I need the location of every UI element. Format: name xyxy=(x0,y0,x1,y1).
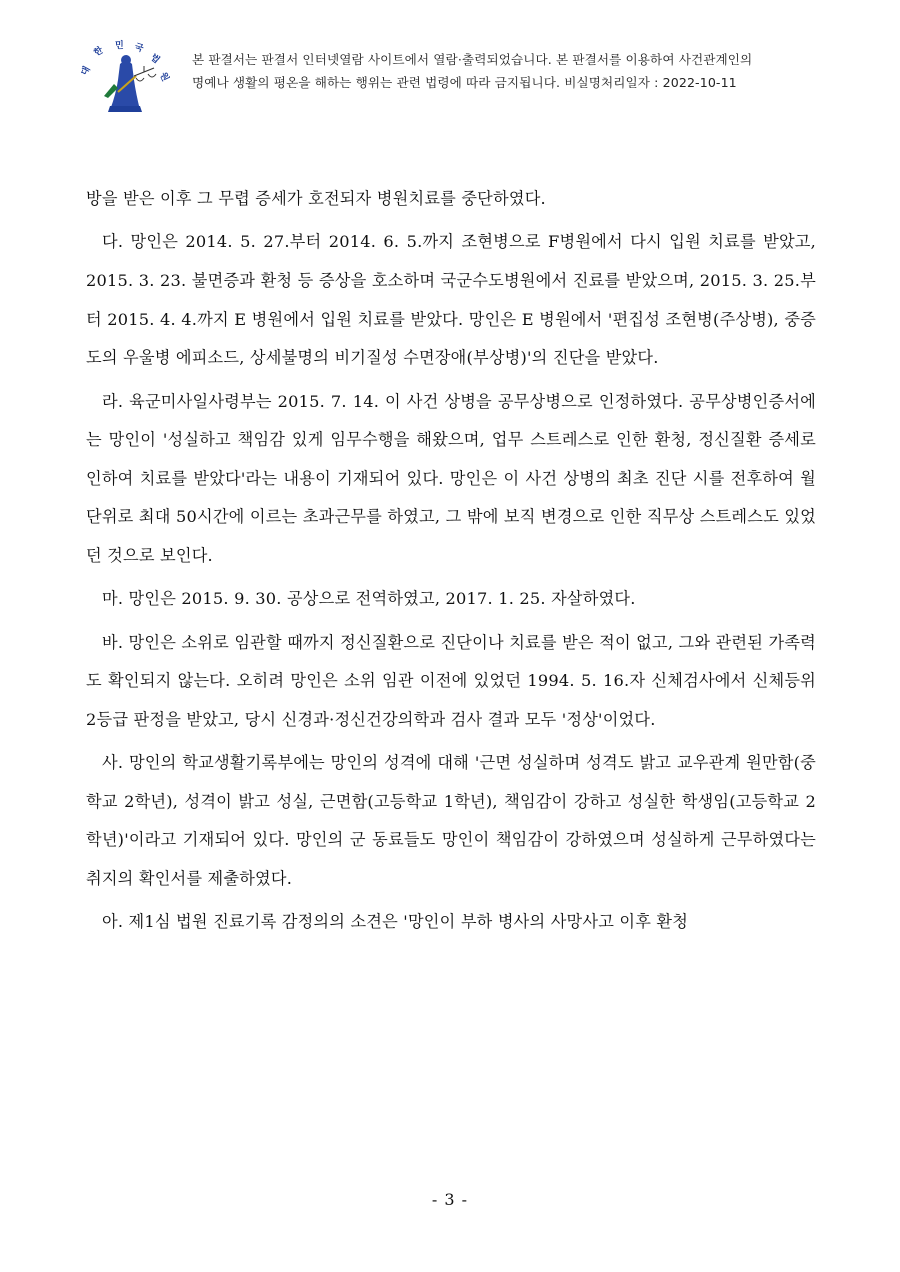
page-number: - 3 - xyxy=(431,1190,469,1209)
paragraph-continuation: 방을 받은 이후 그 무렵 증세가 호전되자 병원치료를 중단하였다. xyxy=(86,189,546,208)
svg-text:한: 한 xyxy=(92,45,106,59)
svg-text:대: 대 xyxy=(79,65,93,78)
paragraph-a: 아. 제1심 법원 진료기록 감정의의 소견은 '망인이 부하 병사의 사망사고 이후 환청 xyxy=(102,912,689,932)
paragraph-ba: 바. 망인은 소위로 임관할 때까지 정신질환으로 진단이나 치료를 받은 적이 없고, 그와 관련된 가족력도 확인되지 않는다. 오히려 망인은 소위 임관 이전에 있었던 1994. 5. 16.자 신체검사에서 신체등위 2등급 판정을 받았고, 당시 신경과·정신건강의학과 검사 결과 모두 '정상'이었다. xyxy=(86,632,816,729)
document-body xyxy=(86,180,816,947)
svg-text:원: 원 xyxy=(157,71,171,84)
document-header xyxy=(74,36,874,116)
svg-text:민: 민 xyxy=(115,41,124,51)
court-seal-logo xyxy=(74,36,184,114)
paragraph-da: 다. 망인은 2014. 5. 27.부터 2014. 6. 5.까지 조현병으로 F병원에서 다시 입원 치료를 받았고, 2015. 3. 23. 불면증과 환청 등 증상을 호소하며 국군수도병원에서 진료를 받았으며, 2015. 3. 25.부터 2015. 4. 4.까지 E 병원에서 입원 치료를 받았다. 망인은 E 병원에서 '편집성 조현병(주상병), 중증도의 우울병 에피소드, 상세불명의 비기질성 수면장애(부상병)'의 진단을 받았다. xyxy=(86,232,816,368)
paragraph-ma: 마. 망인은 2015. 9. 30. 공상으로 전역하였고, 2017. 1. 25. 자살하였다. xyxy=(102,589,636,609)
paragraph-ra: 라. 육군미사일사령부는 2015. 7. 14. 이 사건 상병을 공무상병으로 인정하였다. 공무상병인증서에는 망인이 '성실하고 책임감 있게 임무수행을 해왔으며, 업무 스트레스로 인한 환청, 정신질환 증세로 인하여 치료를 받았다'라는 내용이 기재되어 있다. 망인은 이 사건 상병의 최초 진단 시를 전후하여 월 단위로 최대 50시간에 이르는 초과근무를 하였고, 그 밖에 보직 변경으로 인한 직무상 스트레스도 있었던 것으로 보인다. xyxy=(86,391,816,565)
notice-line-1: 본 판결서는 판결서 인터넷열람 사이트에서 열람·출력되었습니다. 본 판결서를 이용하여 사건관계인의 xyxy=(192,52,753,67)
svg-text:국: 국 xyxy=(133,42,145,55)
svg-text:법: 법 xyxy=(148,52,162,66)
paragraph-sa: 사. 망인의 학교생활기록부에는 망인의 성격에 대해 '근면 성실하며 성격도 밝고 교우관계 원만함(중학교 2학년), 성격이 밝고 성실, 근면함(고등학교 1학년), 책임감이 강하고 성실한 학생임(고등학교 2학년)'이라고 기재되어 있다. 망인의 군 동료들도 망인이 책임감이 강하였으며 성실하게 근무하였다는 취지의 확인서를 제출하였다. xyxy=(86,753,816,889)
disclosure-notice xyxy=(192,48,882,94)
notice-line-2: 명예나 생활의 평온을 해하는 행위는 관련 법령에 따라 금지됩니다. 비실명처리일자 : 2022-10-11 xyxy=(192,75,737,90)
